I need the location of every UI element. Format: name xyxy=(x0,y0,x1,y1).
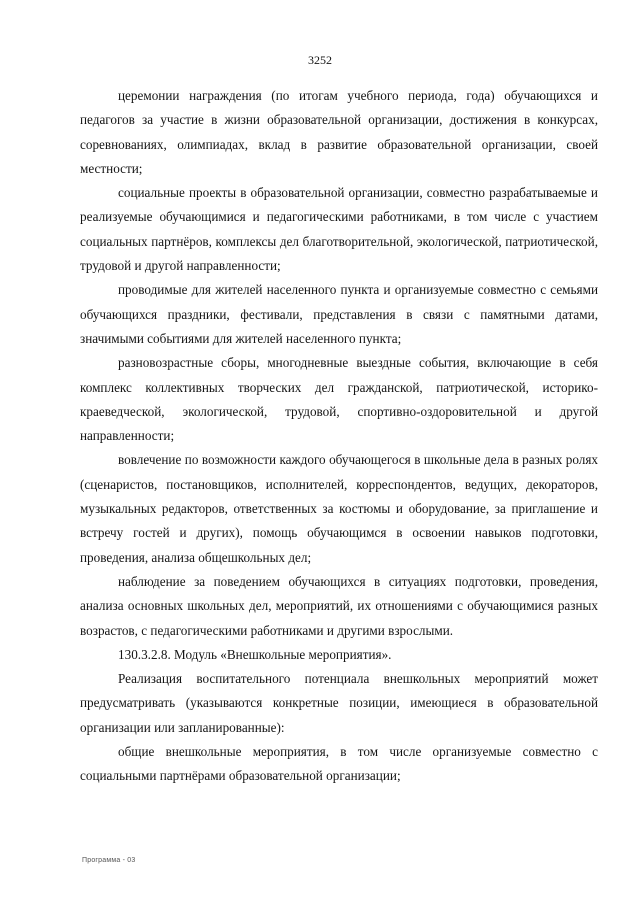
footer-label: Программа - 03 xyxy=(82,857,136,864)
page-number: 3252 xyxy=(308,53,332,67)
paragraph-multi-age-gatherings: разновозрастные сборы, многодневные выездные события, включающие в себя комплекс коллективных творческих дел гражданской, патриотической, историко-краеведческой, экологической, трудовой, спортивно-оздоровительной и другой направленности; xyxy=(80,355,598,444)
paragraph-general-events: общие внешкольные мероприятия, в том числе организуемые совместно с социальными партнёрами образовательной организации; xyxy=(80,744,598,784)
section-heading: 130.3.2.8. Модуль «Внешкольные мероприятия». xyxy=(118,646,392,662)
paragraph-local-events: проводимые для жителей населенного пункта и организуемые совместно с семьями обучающихся праздники, фестивали, представления в связи с памятными датами, значимыми событиями для жителей населенного пункта; xyxy=(80,282,598,346)
paragraph-observation: наблюдение за поведением обучающихся в ситуациях подготовки, проведения, анализа основных школьных дел, мероприятий, их отношениями с обучающимися разных возрастов, с педагогическими работниками и другими взрослыми. xyxy=(80,573,598,638)
paragraph-social-projects: социальные проекты в образовательной организации, совместно разрабатываемые и реализуемые обучающимися и педагогическими работниками, в том числе с участием социальных партнёров, комплексы дел благотворительной, экологической, патриотической, трудовой и другой направленности; xyxy=(80,185,598,274)
paragraph-awards: церемонии награждения (по итогам учебного периода, года) обучающихся и педагогов за участие в жизни образовательной организации, достижения в конкурсах, соревнованиях, олимпиадах, вклад в развитие образовательной организации, своей местности; xyxy=(80,88,598,176)
paragraph-implementation: Реализация воспитательного потенциала внешкольных мероприятий может предусматривать (указываются конкретные позиции, имеющиеся в образовательной организации или запланированные): xyxy=(80,671,598,735)
document-body xyxy=(80,84,598,789)
paragraph-student-involvement: вовлечение по возможности каждого обучающегося в школьные дела в разных ролях (сценаристов, постановщиков, исполнителей, корреспондентов, ведущих, декораторов, музыкальных редакторов, ответственных за костюмы и оборудование, за приглашение и встречу гостей и других), помощь обучающимся в освоении навыков подготовки, проведения, анализа общешкольных дел; xyxy=(80,452,598,565)
